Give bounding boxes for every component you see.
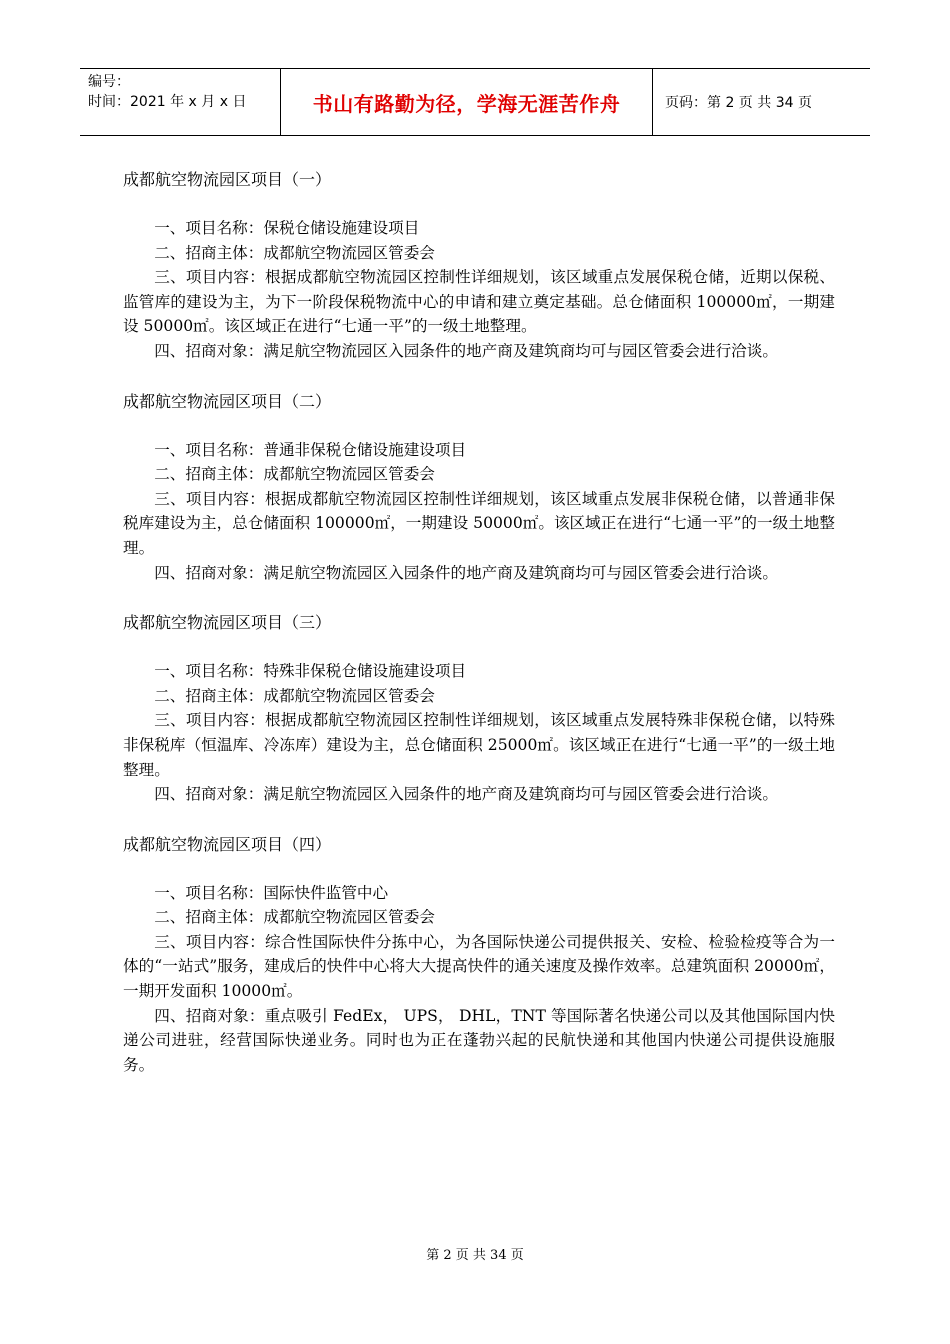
project-sponsor: 二、招商主体：成都航空物流园区管委会 bbox=[154, 465, 435, 484]
project-name: 一、项目名称：普通非保税仓储设施建设项目 bbox=[154, 440, 467, 459]
document-body bbox=[123, 168, 835, 1103]
project-section-1 bbox=[123, 168, 835, 364]
header-page-number: 页码：第 2 页 共 34 页 bbox=[665, 95, 812, 111]
project-target: 四、招商对象：重点吸引 FedEx， UPS， DHL，TNT 等国际著名快递公司以及其他国际国内快递公司进驻，经营国际快递业务。同时也为正在蓬勃兴起的民航快递和其他国内快递公司提供设施服务。 bbox=[123, 1006, 835, 1074]
document-date: 时间：2021 年 x 月 x 日 bbox=[88, 94, 247, 110]
header-slogan-cell bbox=[281, 69, 653, 135]
project-content: 三、项目内容：根据成都航空物流园区控制性详细规划，该区域重点发展非保税仓储，以普通非保税库建设为主，总仓储面积 100000㎡，一期建设 50000㎡。该区域正在进行“七通一平”的一级土地整理。 bbox=[123, 489, 835, 557]
project-name: 一、项目名称：国际快件监管中心 bbox=[154, 883, 389, 902]
project-sponsor: 二、招商主体：成都航空物流园区管委会 bbox=[154, 243, 435, 262]
project-section-4 bbox=[123, 833, 835, 1078]
project-sponsor: 二、招商主体：成都航空物流园区管委会 bbox=[154, 686, 435, 705]
project-name: 一、项目名称：特殊非保税仓储设施建设项目 bbox=[154, 662, 467, 681]
document-number: 编号： bbox=[88, 74, 130, 90]
project-content: 三、项目内容：根据成都航空物流园区控制性详细规划，该区域重点发展保税仓储，近期以保税、监管库的建设为主，为下一阶段保税物流中心的申请和建立奠定基础。总仓储面积 100000㎡，一期建设 50000㎡。该区域正在进行“七通一平”的一级土地整理。 bbox=[123, 268, 835, 336]
project-sponsor: 二、招商主体：成都航空物流园区管委会 bbox=[154, 908, 435, 927]
section-title: 成都航空物流园区项目（一） bbox=[123, 170, 332, 189]
project-target: 四、招商对象：满足航空物流园区入园条件的地产商及建筑商均可与园区管委会进行洽谈。 bbox=[154, 563, 778, 582]
header-slogan: 书山有路勤为径，学海无涯苦作舟 bbox=[312, 91, 621, 116]
project-target: 四、招商对象：满足航空物流园区入园条件的地产商及建筑商均可与园区管委会进行洽谈。 bbox=[154, 341, 778, 360]
section-title: 成都航空物流园区项目（四） bbox=[123, 834, 332, 854]
project-content: 三、项目内容：综合性国际快件分拣中心，为各国际快递公司提供报关、安检、检验检疫等合为一体的“一站式”服务，建成后的快件中心将大大提高快件的通关速度及操作效率。总建筑面积 20000㎡，一期开发面积 10000㎡。 bbox=[123, 932, 835, 1001]
page-footer: 第 2 页 共 34 页 bbox=[426, 1248, 524, 1263]
section-title: 成都航空物流园区项目（三） bbox=[123, 613, 332, 633]
project-content: 三、项目内容：根据成都航空物流园区控制性详细规划，该区域重点发展特殊非保税仓储，以特殊非保税库（恒温库、冷冻库）建设为主，总仓储面积 25000㎡。该区域正在进行“七通一平”的一级土地整理。 bbox=[123, 711, 835, 779]
project-target: 四、招商对象：满足航空物流园区入园条件的地产商及建筑商均可与园区管委会进行洽谈。 bbox=[154, 785, 778, 804]
page-header bbox=[80, 68, 870, 136]
project-section-3 bbox=[123, 611, 835, 807]
project-section-2 bbox=[123, 390, 835, 586]
project-name: 一、项目名称：保税仓储设施建设项目 bbox=[154, 219, 420, 237]
header-meta bbox=[80, 69, 281, 135]
section-title: 成都航空物流园区项目（二） bbox=[123, 391, 332, 411]
